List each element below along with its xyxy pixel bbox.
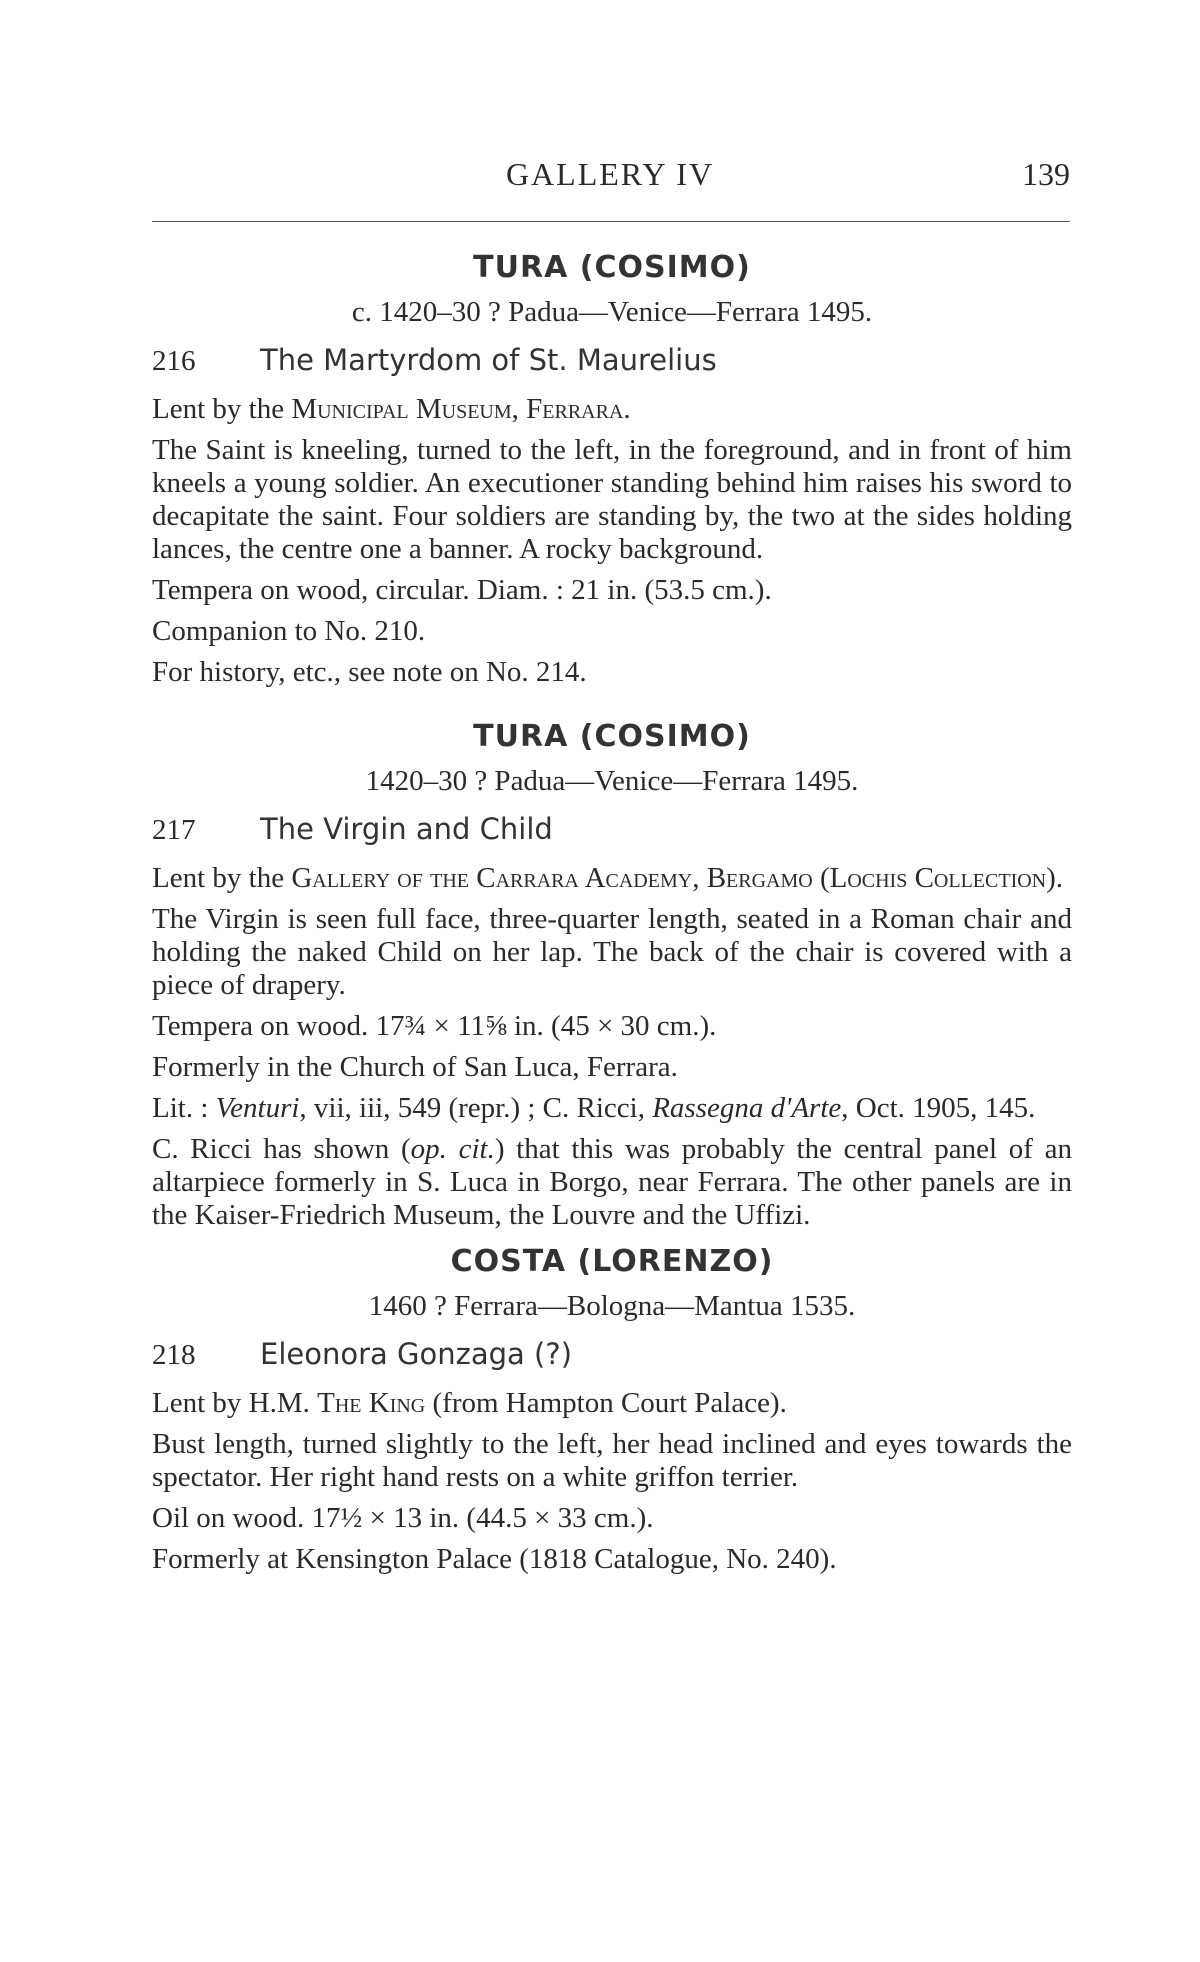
catalogue-entry-216 [152,246,1072,689]
lender-prefix: Lent by the [152,862,292,894]
lit-prefix: Lit. : [152,1092,216,1124]
entry-note: Companion to No. 210. [152,615,426,647]
entry-title: The Virgin and Child [260,812,553,846]
entry-heading [152,338,1072,383]
lender-line [152,862,1072,895]
medium-line: Oil on wood. 17½ × 13 in. (44.5 × 33 cm.). [152,1502,654,1534]
catalogue-entry-217 [152,715,1072,1232]
entry-heading [152,807,1072,852]
entry-heading [152,1332,1072,1377]
entry-number: 217 [152,814,196,846]
catalogue-text [152,246,1072,1584]
lit-journal: Rassegna d'Arte [652,1092,842,1124]
note-rest: ) that this was probably the central panel of an altarpiece formerly in S. Luca in Borgo, near Ferrara. The other panels are in the Kaiser-Friedrich Museum, the Louvre and the Uffizi. [152,1133,1072,1231]
page-number: 139 [1022,156,1070,192]
entry-number: 216 [152,345,196,377]
lit-author: Venturi [215,1092,300,1124]
artist-dates: 1420–30 ? Padua—Venice—Ferrara 1495. [365,765,859,797]
artist-heading: TURA (COSIMO) [473,250,751,285]
entry-note [152,1133,1072,1232]
medium-line: Tempera on wood, circular. Diam. : 21 in. (53.5 cm.). [152,574,772,606]
lender-name: The King [317,1387,426,1419]
running-title: GALLERY IV [505,156,715,192]
artist-dates: c. 1420–30 ? Padua—Venice—Ferrara 1495. [351,296,873,328]
medium-line: Tempera on wood. 17¾ × 11⅝ in. (45 × 30 cm.). [152,1010,717,1042]
lender-name: Gallery of the Carrara Academy, Bergamo (Lochis Collection). [291,862,1064,894]
artist-heading: TURA (COSIMO) [473,719,751,754]
artist-dates: 1460 ? Ferrara—Bologna—Mantua 1535. [368,1290,856,1322]
lender-prefix: Lent by H.M. [152,1387,318,1419]
entry-description: Bust length, turned slightly to the left, her head inclined and eyes towards the spectator. Her right hand rests on a white griffon terrier. [152,1428,1072,1493]
provenance-line: Formerly in the Church of San Luca, Ferrara. [152,1051,678,1083]
lender-line [152,1387,1072,1420]
spacer [152,697,1072,715]
note-citation: op. cit. [410,1133,495,1165]
literature-line [152,1092,1072,1125]
entry-description: The Virgin is seen full face, three-quarter length, seated in a Roman chair and holding the naked Child on her lap. The back of the chair is covered with a piece of drapery. [152,903,1072,1001]
artist-heading: COSTA (LORENZO) [450,1244,774,1279]
running-head [150,152,1070,212]
lender-name: Municipal Museum, Ferrara. [291,393,631,425]
header-rule [152,221,1070,222]
lender-prefix: Lent by the [152,393,292,425]
catalogue-entry-218 [152,1240,1072,1576]
entry-title: Eleonora Gonzaga (?) [260,1337,573,1371]
lit-end: , Oct. 1905, 145. [841,1092,1036,1124]
provenance-line: Formerly at Kensington Palace (1818 Catalogue, No. 240). [152,1543,837,1575]
lender-line [152,393,1072,426]
entry-number: 218 [152,1339,196,1371]
entry-description: The Saint is kneeling, turned to the left, in the foreground, and in front of him kneels a young soldier. An executioner standing behind him raises his sword to decapitate the saint. Four soldiers are standing by, the two at the sides holding lances, the centre one a banner. A rocky background. [152,434,1072,565]
note-start: C. Ricci has shown ( [152,1133,411,1165]
entry-note: For history, etc., see note on No. 214. [152,656,587,688]
lender-suffix: (from Hampton Court Palace). [425,1387,787,1419]
entry-title: The Martyrdom of St. Maurelius [260,343,717,377]
lit-reference: , vii, iii, 549 (repr.) ; C. Ricci, [299,1092,653,1124]
